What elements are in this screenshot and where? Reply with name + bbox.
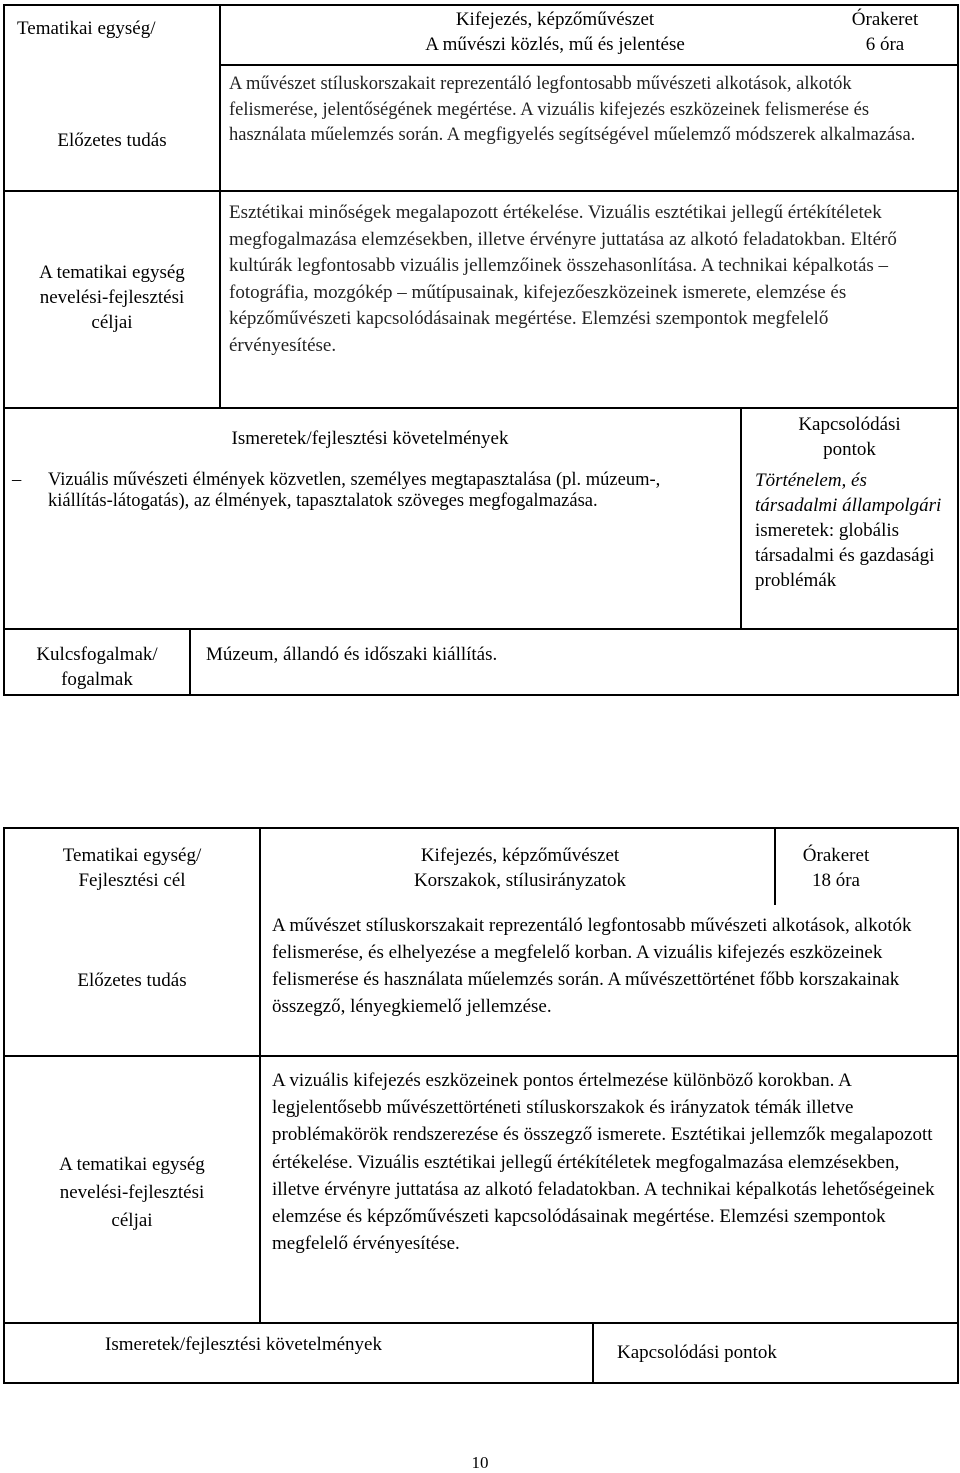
page-number: 10	[471, 1453, 489, 1472]
table1-keywords-label-line1: Kulcsfogalmak/	[36, 644, 158, 665]
table1-title-line1: Kifejezés, képzőművészet	[455, 9, 655, 30]
table2-divider	[3, 1382, 959, 1384]
table1-hours-label: Órakeret	[851, 9, 919, 30]
table2-title-line1: Kifejezés, képzőművészet	[420, 845, 620, 866]
table2-divider	[3, 1055, 959, 1057]
table1-keywords-text: Múzeum, állandó és időszaki kiállítás.	[206, 644, 498, 665]
table2-requirements-header	[5, 1332, 592, 1357]
table1-unit-label	[5, 6, 219, 41]
table1-prior-label-text: Előzetes tudás	[57, 129, 167, 151]
table1-requirements-header-text: Ismeretek/fejlesztési követelmények	[231, 428, 509, 449]
table1-divider	[3, 628, 959, 630]
table1-divider	[3, 190, 959, 192]
table1-hours-value: 6 óra	[865, 34, 905, 55]
table1-goals-label-line1: A tematikai egység	[39, 262, 185, 283]
table2-prior-label	[5, 968, 259, 993]
table2-goals-label-line2: nevelési-fejlesztési	[59, 1182, 205, 1203]
table1-goals-label	[5, 260, 219, 335]
table1-goals-label-line3: céljai	[91, 312, 133, 333]
table2-divider	[3, 1322, 959, 1324]
table2-divider	[957, 827, 959, 1384]
table1-title	[300, 7, 810, 57]
table1-requirements-item-text: Vizuális művészeti élmények közvetlen, személyes megtapasztalása (pl. múzeum-, kiállítás-látogatás), az élmények, tapasztalatok szöveges megfogalmazása.	[48, 470, 661, 511]
table2-goals-label-line3: céljai	[111, 1210, 153, 1231]
table2-unit-label	[5, 843, 259, 893]
table2-connections-header-text: Kapcsolódási pontok	[617, 1342, 777, 1363]
table2-requirements-header-text: Ismeretek/fejlesztési követelmények	[105, 1334, 382, 1355]
table1-prior-text: A művészet stíluskorszakait reprezentáló legfontosabb művészeti alkotások, alkotók felismerése, jelentőségének megértése. A vizuális kifejezés eszközeinek felismerése és használata műelemzés során. A megfigyelés segítségével műelemző módszerek alkalmazása.	[229, 74, 916, 145]
table1-connections-header-line1: Kapcsolódási	[798, 414, 901, 435]
table2-divider	[259, 827, 261, 1324]
table2-title	[300, 843, 740, 893]
table2-hours	[776, 843, 896, 893]
table1-connections-normal: ismeretek: globális társadalmi és gazdasági problémák	[755, 520, 935, 591]
table1-prior-label	[5, 125, 219, 155]
table1-connections-italic: Történelem, és társadalmi állampolgári	[755, 470, 942, 516]
table1-divider	[3, 407, 5, 630]
table1-unit-label-text: Tematikai egység/	[17, 18, 156, 39]
table1-divider	[219, 64, 959, 66]
table1-divider	[189, 628, 191, 696]
table2-prior-text: A művészet stíluskorszakait reprezentáló legfontosabb művészeti alkotások, alkotók felismerése, és elhelyezése a megfelelő korban. A vizuális kifejezés eszközeinek felismerése és használata műelemzés során. A művészettörténet főbb korszakainak összegző, lényegkiemelő jellemzése.	[272, 915, 912, 1017]
table1-divider	[957, 628, 959, 696]
table1-divider	[3, 694, 959, 696]
table1-requirements-header	[60, 426, 680, 451]
table2-unit-line2: Fejlesztési cél	[78, 870, 186, 891]
table2-prior-label-text: Előzetes tudás	[77, 970, 187, 991]
table1-keywords-label	[5, 642, 189, 692]
table2-divider	[3, 827, 959, 829]
table1-requirements-item	[12, 470, 732, 512]
table1-goals-label-line2: nevelési-fejlesztési	[39, 287, 185, 308]
table2-title-line2: Korszakok, stílusirányzatok	[413, 870, 627, 891]
table1-keywords-label-line2: fogalmak	[61, 669, 133, 690]
table1-goals-text: Esztétikai minőségek megalapozott értékelése. Vizuális esztétikai jellegű értékítéletek megfogalmazása elemzésekben, illetve érvényre juttatása az alkotó feladatokban. Eltérő kultúrák legfontosabb vizuális jellemzőinek összehasonlítása. A technikai képalkotás – fotográfia, mozgókép – műtípusainak, kifejezőeszközeinek ismerete, elemzése és képzőművészeti kapcsolódásainak megértése. Elemzési szempontok megfelelő érvényesítése.	[229, 202, 897, 356]
table2-divider	[3, 827, 5, 1384]
table2-goals-text: A vizuális kifejezés eszközeinek pontos értelmezése különböző korokban. A legjelentősebb művészettörténeti stíluskorszakok és irányzatok témák illetve problémakörök rendszerezése és összegző ismerete. Esztétikai jellemzők megalapozott értékelése. Vizuális esztétikai jellegű értékítéletek megfogalmazása elemzésekben, illetve érvényre juttatása az alkotó feladatokban. A technikai képalkotás lehetőségeinek elemzése és képzőművészeti kapcsolódásainak megértése. Elemzési szempontok megfelelő érvényesítése.	[272, 1070, 935, 1255]
table2-unit-line1: Tematikai egység/	[62, 845, 202, 866]
table2-connections-header	[617, 1340, 947, 1365]
table1-hours	[820, 7, 950, 57]
table1-divider	[957, 407, 959, 630]
dash-bullet-icon: –	[12, 470, 22, 490]
table1-title-line2: A művészi közlés, mű és jelentése	[425, 34, 685, 55]
table2-divider	[592, 1322, 594, 1384]
table1-connections-header	[742, 412, 957, 462]
table1-connections-body	[755, 468, 945, 593]
table2-goals-label-line1: A tematikai egység	[59, 1154, 205, 1175]
table2-hours-label: Órakeret	[802, 845, 870, 866]
table1-connections-header-line2: pontok	[823, 439, 876, 460]
table2-hours-value: 18 óra	[811, 870, 860, 891]
table2-goals-label	[5, 1151, 259, 1235]
